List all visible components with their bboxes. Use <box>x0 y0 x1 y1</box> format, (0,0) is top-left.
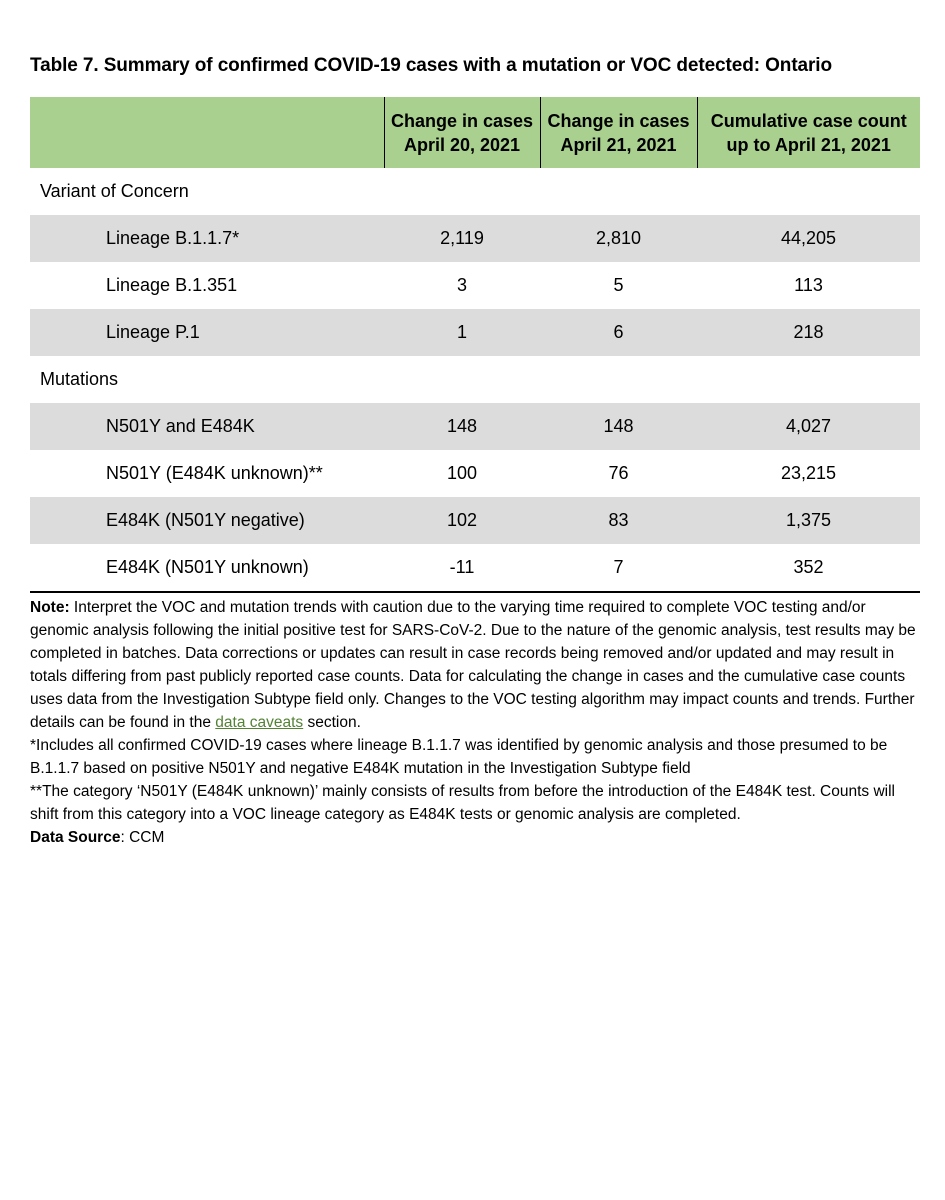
cell-apr21: 5 <box>613 275 624 295</box>
table-title: Table 7. Summary of confirmed COVID-19 cases with a mutation or VOC detected: Ontario <box>30 55 832 76</box>
cell-apr20: 2,119 <box>384 215 540 262</box>
cell-apr20: 102 <box>384 497 540 544</box>
cell-apr21: 76 <box>608 463 629 483</box>
table-row <box>30 497 920 544</box>
table-header-row <box>30 97 920 168</box>
cell-apr21: 7 <box>540 544 697 592</box>
cell-apr20: 100 <box>446 463 478 483</box>
cell-cumulative: 352 <box>697 544 920 592</box>
cell-cumulative: 4,027 <box>697 403 920 450</box>
cell-apr20: 148 <box>384 403 540 450</box>
data-source-value: : CCM <box>120 829 165 846</box>
cell-apr20: 3 <box>456 275 467 295</box>
table-row <box>30 544 920 592</box>
section-label: Variant of Concern <box>40 181 189 201</box>
table-notes <box>30 596 920 849</box>
row-label: E484K (N501Y negative) <box>30 497 384 544</box>
cell-apr20: -11 <box>384 544 540 592</box>
voc-summary-table <box>30 97 920 593</box>
cell-apr21: 6 <box>540 309 697 356</box>
footnote-n501y-unknown: **The category ‘N501Y (E484K unknown)’ mainly consists of results from before the introduction of the E484K test. Counts will shift from this category into a VOC lineage category as E484K tests or genomic analysis are completed. <box>30 783 895 823</box>
cell-cumulative: 113 <box>794 275 823 295</box>
row-label: N501Y (E484K unknown)** <box>106 463 323 483</box>
row-label: E484K (N501Y unknown) <box>30 544 384 592</box>
cell-apr21: 148 <box>540 403 697 450</box>
data-caveats-link[interactable]: data caveats <box>215 714 304 731</box>
cell-cumulative: 44,205 <box>697 215 920 262</box>
section-row-mutations <box>30 356 920 403</box>
data-source-label: Data Source <box>30 829 121 846</box>
cell-cumulative: 1,375 <box>697 497 920 544</box>
cell-cumulative: 218 <box>697 309 920 356</box>
table-row <box>30 215 920 262</box>
row-label: Lineage B.1.351 <box>106 275 238 295</box>
section-label: Mutations <box>40 369 119 389</box>
row-label: Lineage P.1 <box>30 309 384 356</box>
row-label: N501Y and E484K <box>30 403 384 450</box>
table-row <box>30 309 920 356</box>
table-row <box>30 262 920 309</box>
cell-apr21: 2,810 <box>540 215 697 262</box>
footnote-b117: *Includes all confirmed COVID-19 cases where lineage B.1.1.7 was identified by genomic analysis and those presumed to be B.1.1.7 based on positive N501Y and negative E484K mutation in the Investigation Subtype field <box>30 737 888 777</box>
cell-cumulative: 23,215 <box>780 463 837 483</box>
header-blank <box>30 97 384 168</box>
note-label: Note: <box>30 599 70 616</box>
table-row <box>30 403 920 450</box>
header-cumulative: Cumulative case count up to April 21, 2021 <box>697 97 920 168</box>
row-label: Lineage B.1.1.7* <box>30 215 384 262</box>
note-paragraph <box>30 596 920 734</box>
cell-apr21: 83 <box>540 497 697 544</box>
note-text: Interpret the VOC and mutation trends with caution due to the varying time required to complete VOC testing and/or genomic analysis following the initial positive test for SARS-CoV-2. Due to the nature of the genomic analysis, test results may be completed in batches. Data corrections or updates can result in case records being removed and/or updated and may result in totals differing from past publicly reported case counts. Data for calculating the change in cases and the cumulative case counts uses data from the Investigation Subtype field only. Changes to the VOC testing algorithm may impact counts and trends. Further details can be found in the <box>30 599 916 731</box>
header-change-apr20: Change in cases April 20, 2021 <box>384 97 540 168</box>
cell-apr20: 1 <box>384 309 540 356</box>
header-change-apr21: Change in cases April 21, 2021 <box>540 97 697 168</box>
data-source <box>30 826 920 849</box>
table-row <box>30 450 920 497</box>
note-end: section. <box>303 714 361 731</box>
section-row-voc <box>30 168 920 215</box>
